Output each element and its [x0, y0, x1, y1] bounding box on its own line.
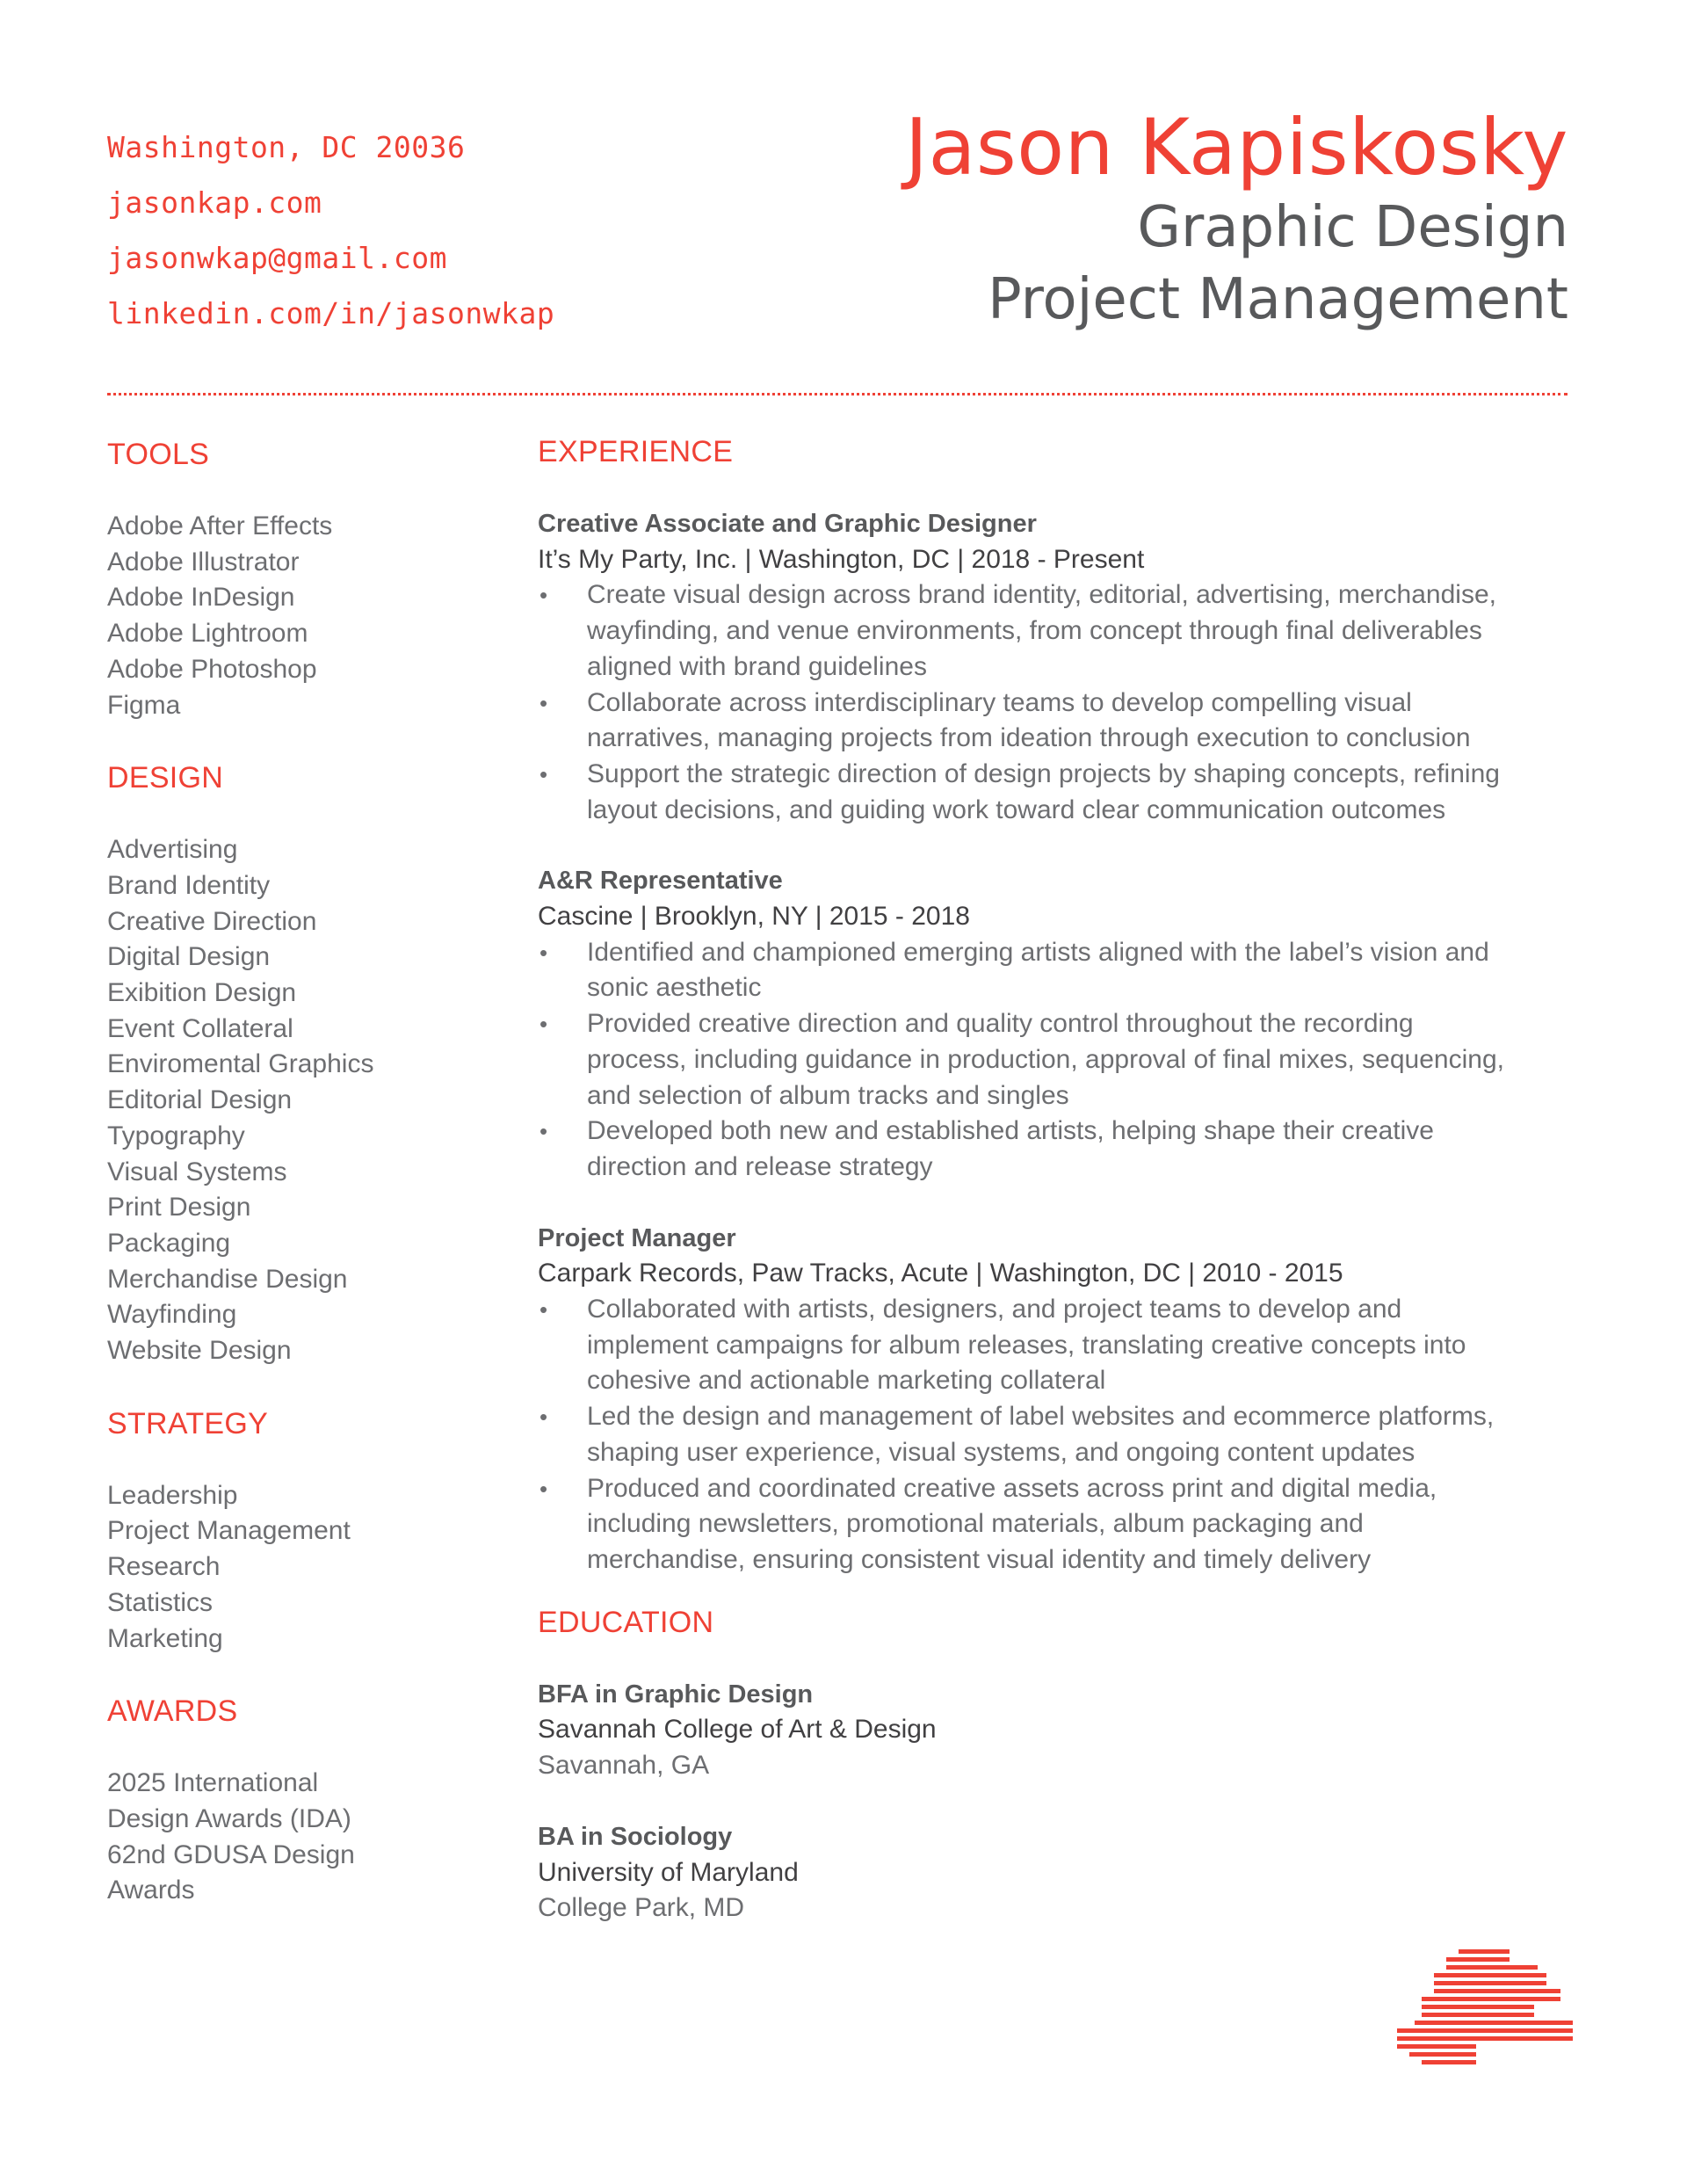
- bullet-icon: •: [539, 939, 548, 966]
- bullet-line: Developed both new and established artists, helping shape their creative: [587, 1116, 1434, 1146]
- job-meta: It’s My Party, Inc. | Washington, DC | 2018 - Present: [538, 544, 1145, 574]
- bullet-item: [538, 935, 1575, 1006]
- bullet-line: shaping user experience, visual systems, and ongoing content updates: [587, 1437, 1415, 1467]
- bullet-line: merchandise, ensuring consistent visual identity and timely delivery: [587, 1544, 1372, 1574]
- list-item: Awards: [107, 1876, 195, 1905]
- list-item: Creative Direction: [107, 906, 317, 936]
- bullet-line: Produced and coordinated creative assets across print and digital media,: [587, 1473, 1437, 1503]
- school-location: College Park, MD: [538, 1893, 745, 1923]
- bullet-item: [538, 686, 1575, 757]
- tools-list: [107, 509, 494, 723]
- name-block: [905, 104, 1568, 336]
- list-item: Digital Design: [107, 942, 271, 972]
- bullet-icon: •: [539, 1475, 548, 1502]
- list-item: Event Collateral: [107, 1013, 293, 1043]
- bullet-item: [538, 757, 1575, 828]
- right-column: [538, 434, 1575, 1962]
- list-item: Brand Identity: [107, 870, 271, 900]
- bullet-line: direction and release strategy: [587, 1151, 933, 1181]
- list-item: Merchandise Design: [107, 1264, 348, 1294]
- awards-heading: AWARDS: [107, 1694, 238, 1729]
- list-item: Typography: [107, 1121, 245, 1150]
- job-meta: Cascine | Brooklyn, NY | 2015 - 2018: [538, 902, 970, 932]
- bullet-line: cohesive and actionable marketing collateral: [587, 1366, 1106, 1396]
- list-item: Wayfinding: [107, 1300, 237, 1330]
- list-item: Website Design: [107, 1336, 292, 1366]
- bullet-line: Support the strategic direction of design projects by shaping concepts, refining: [587, 758, 1500, 788]
- bullet-line: layout decisions, and guiding work toward clear communication outcomes: [587, 795, 1446, 824]
- bullet-icon: •: [539, 760, 548, 787]
- role-line: Project Management: [988, 267, 1568, 332]
- list-item: Leadership: [107, 1480, 238, 1510]
- bullet-item: [538, 1471, 1575, 1578]
- job-bullets: [538, 577, 1575, 828]
- bullet-line: including newsletters, promotional materials, album packaging and: [587, 1509, 1364, 1539]
- job-title: Project Manager: [538, 1223, 736, 1252]
- bullet-line: Identified and championed emerging artists aligned with the label’s vision and: [587, 937, 1489, 967]
- school: Savannah College of Art & Design: [538, 1715, 937, 1745]
- bullet-line: narratives, managing projects from ideation through execution to conclusion: [587, 723, 1471, 753]
- bullet-item: [538, 1292, 1575, 1399]
- experience-heading: EXPERIENCE: [538, 435, 734, 468]
- list-item: Advertising: [107, 835, 238, 865]
- strategy-heading: STRATEGY: [107, 1406, 269, 1440]
- design-list: [107, 832, 494, 1369]
- job-meta: Carpark Records, Paw Tracks, Acute | Washington, DC | 2010 - 2015: [538, 1259, 1343, 1288]
- bullet-icon: •: [539, 1296, 548, 1324]
- left-column: [107, 437, 494, 1946]
- bullet-icon: •: [539, 689, 548, 716]
- address: Washington, DC 20036: [107, 130, 466, 164]
- job-title: A&R Representative: [538, 867, 783, 896]
- awards-list: [107, 1766, 494, 1909]
- linkedin-link[interactable]: linkedin.com/in/jasonwkap: [107, 296, 555, 330]
- person-name: Jason Kapiskosky: [905, 102, 1568, 192]
- list-item: Adobe After Effects: [107, 512, 333, 541]
- bullet-line: Provided creative direction and quality control throughout the recording: [587, 1009, 1414, 1039]
- bullet-icon: •: [539, 1118, 548, 1145]
- bullet-line: implement campaigns for album releases, translating creative concepts into: [587, 1330, 1466, 1360]
- job-title: Creative Associate and Graphic Designer: [538, 510, 1037, 538]
- list-item: Editorial Design: [107, 1085, 293, 1115]
- degree: BFA in Graphic Design: [538, 1680, 814, 1709]
- bullet-line: Led the design and management of label websites and ecommerce platforms,: [587, 1402, 1495, 1432]
- bullet-line: Collaborated with artists, designers, and project teams to develop and: [587, 1295, 1402, 1324]
- contact-block: [107, 120, 554, 341]
- job-entry: [538, 506, 1575, 828]
- bullet-line: wayfinding, and venue environments, from concept through final deliverables: [587, 616, 1482, 646]
- email-link[interactable]: jasonwkap@gmail.com: [107, 241, 447, 275]
- job-bullets: [538, 1292, 1575, 1578]
- list-item: 2025 International: [107, 1768, 319, 1798]
- job-entry: [538, 863, 1575, 1185]
- bullet-line: Create visual design across brand identity, editorial, advertising, merchandise,: [587, 580, 1496, 610]
- education-entry: [538, 1819, 1575, 1926]
- list-item: Marketing: [107, 1623, 223, 1653]
- list-item: Design Awards (IDA): [107, 1803, 351, 1833]
- list-item: Adobe Photoshop: [107, 654, 317, 684]
- bullet-line: Collaborate across interdisciplinary teams to develop compelling visual: [587, 687, 1412, 717]
- job-bullets: [538, 935, 1575, 1186]
- bullet-item: [538, 577, 1575, 685]
- design-heading: DESIGN: [107, 761, 224, 795]
- list-item: Packaging: [107, 1228, 231, 1258]
- list-item: Research: [107, 1552, 221, 1582]
- degree: BA in Sociology: [538, 1822, 733, 1851]
- list-item: Adobe Lightroom: [107, 619, 308, 649]
- bullet-icon: •: [539, 1404, 548, 1431]
- bullet-line: sonic aesthetic: [587, 973, 762, 1003]
- school-location: Savannah, GA: [538, 1751, 710, 1781]
- bullet-line: process, including guidance in production, approval of final mixes, sequencing,: [587, 1044, 1504, 1074]
- list-item: Figma: [107, 690, 181, 720]
- bullet-line: aligned with brand guidelines: [587, 651, 927, 681]
- tools-heading: TOOLS: [107, 438, 210, 471]
- strategy-list: [107, 1478, 494, 1658]
- list-item: Adobe Illustrator: [107, 547, 300, 577]
- list-item: Statistics: [107, 1587, 214, 1617]
- dotted-divider: [107, 393, 1568, 395]
- list-item: Print Design: [107, 1193, 251, 1223]
- list-item: Project Management: [107, 1516, 351, 1546]
- bullet-icon: •: [539, 582, 548, 609]
- bullet-icon: •: [539, 1011, 548, 1038]
- list-item: Exibition Design: [107, 978, 297, 1008]
- list-item: 62nd GDUSA Design: [107, 1839, 355, 1869]
- education-entry: [538, 1677, 1575, 1784]
- striped-logo-icon: [1397, 1949, 1573, 2067]
- bullet-item: [538, 1399, 1575, 1470]
- bullet-item: [538, 1006, 1575, 1114]
- job-entry: [538, 1221, 1575, 1578]
- education-heading: EDUCATION: [538, 1605, 714, 1639]
- website-link[interactable]: jasonkap.com: [107, 185, 322, 220]
- list-item: Adobe InDesign: [107, 583, 295, 613]
- bullet-line: and selection of album tracks and singles: [587, 1080, 1069, 1110]
- school: University of Maryland: [538, 1857, 799, 1887]
- list-item: Visual Systems: [107, 1157, 287, 1186]
- list-item: Enviromental Graphics: [107, 1049, 374, 1079]
- bullet-item: [538, 1114, 1575, 1185]
- role-line: Graphic Design: [1137, 195, 1568, 260]
